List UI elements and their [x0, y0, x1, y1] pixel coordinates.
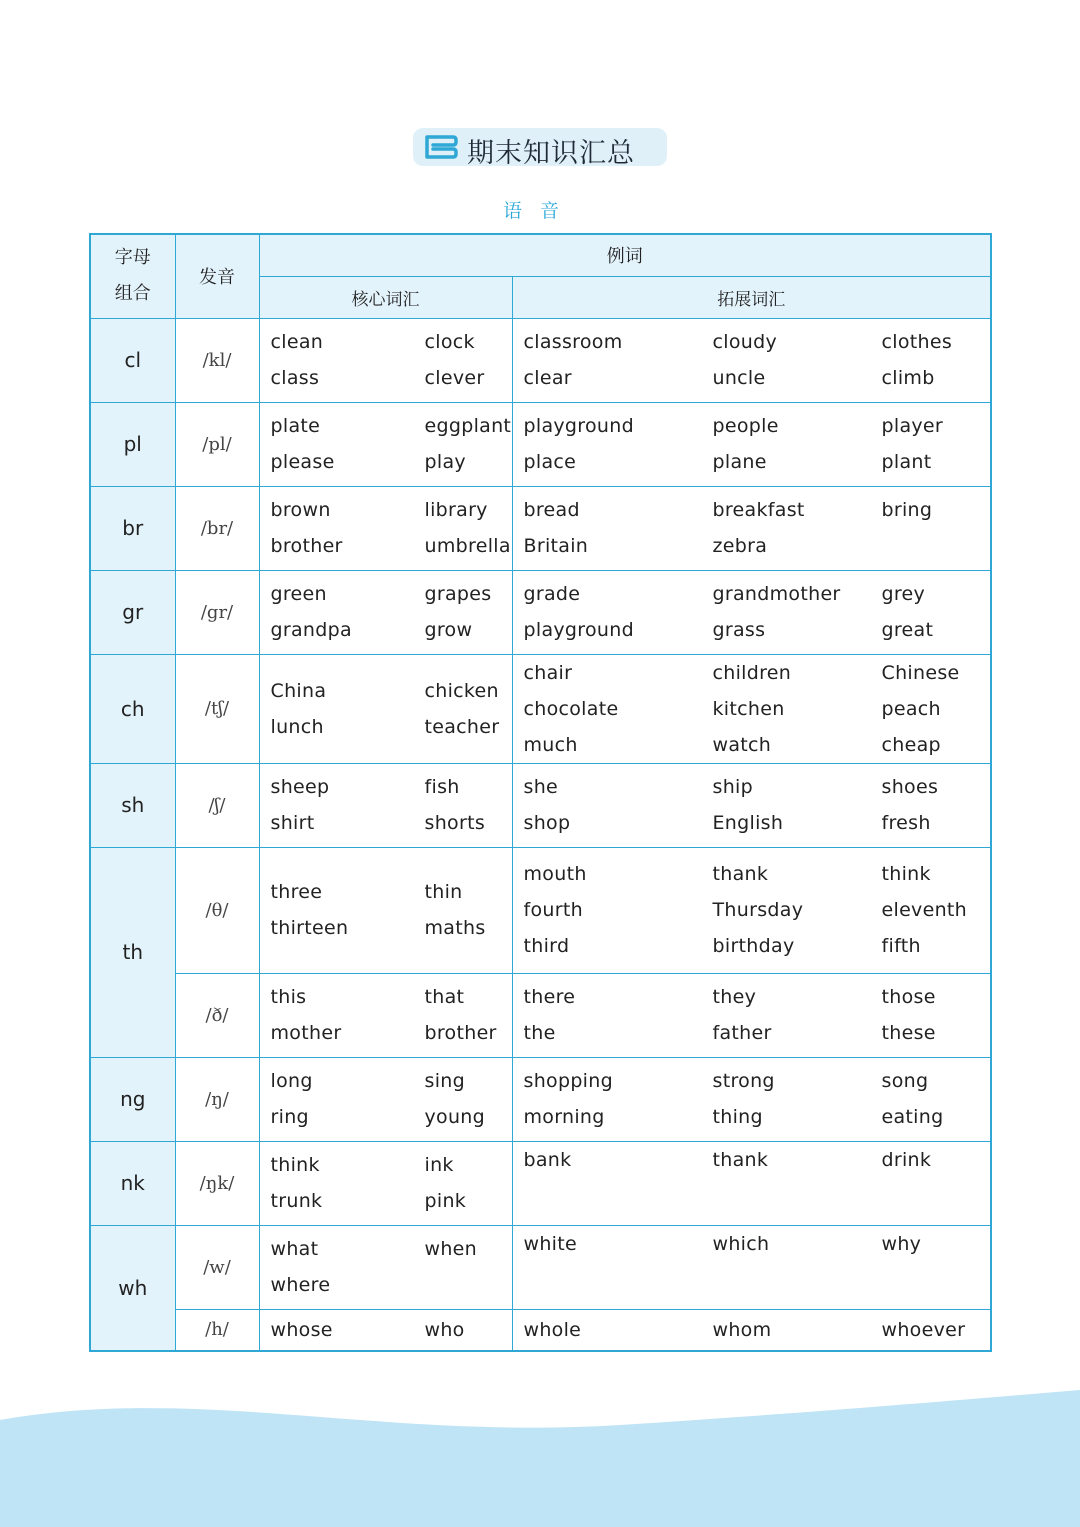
extended-word: zebra	[712, 535, 768, 557]
table-row	[90, 654, 991, 763]
core-words-cell	[259, 1309, 512, 1351]
extended-words-cell	[512, 654, 991, 763]
phonetic-cell: /w/	[175, 1225, 259, 1309]
core-word	[425, 1271, 512, 1299]
extended-word: grade	[523, 583, 581, 605]
phonetic-cell: /ð/	[175, 973, 259, 1057]
extended-word: fresh	[881, 812, 931, 834]
extended-word: people	[712, 415, 779, 437]
extended-word: which	[712, 1232, 770, 1255]
core-word: shorts	[424, 812, 486, 834]
core-word: maths	[424, 917, 486, 939]
table-row	[90, 973, 991, 1057]
extended-word: much	[523, 733, 578, 756]
extended-word: they	[712, 986, 757, 1008]
extended-word: Thursday	[712, 899, 804, 921]
header-examples: 例词	[259, 234, 991, 276]
core-word: this	[270, 986, 307, 1008]
extended-word: cheap	[881, 733, 941, 756]
phonetic-cell: /pl/	[175, 402, 259, 486]
extended-word: shop	[523, 812, 571, 834]
phonetic-cell: /ŋ/	[175, 1057, 259, 1141]
core-word: clock	[424, 331, 475, 353]
core-word: long	[270, 1070, 313, 1092]
extended-word: birthday	[712, 935, 795, 957]
core-word: chicken	[424, 679, 499, 702]
core-word: brown	[270, 499, 331, 521]
extended-word: song	[881, 1070, 929, 1092]
section-subtitle: 语音	[502, 200, 577, 222]
extended-word: bank	[523, 1148, 572, 1171]
extended-word: peach	[881, 697, 941, 720]
extended-words-cell	[512, 1309, 991, 1351]
extended-word: bring	[881, 499, 933, 521]
combo-cell: br	[90, 486, 175, 570]
extended-word: chair	[523, 661, 573, 684]
phonetic-cell: /θ/	[175, 847, 259, 973]
header-letters-line2: 组合	[114, 283, 151, 305]
core-word: grapes	[424, 583, 492, 605]
table-row	[90, 1057, 991, 1141]
core-word: think	[270, 1154, 320, 1176]
extended-word	[882, 532, 991, 560]
page-title: 期末知识汇总	[467, 138, 635, 169]
extended-word: eleventh	[881, 899, 968, 921]
extended-word: fifth	[881, 935, 921, 957]
extended-word: watch	[712, 733, 772, 756]
core-word: brother	[424, 1022, 497, 1044]
phonetic-cell: /ŋk/	[175, 1141, 259, 1225]
extended-word: playground	[523, 619, 634, 641]
table-row	[90, 570, 991, 654]
core-word: clever	[424, 367, 485, 389]
book-logo-icon	[423, 133, 459, 161]
extended-word: player	[881, 415, 944, 437]
table-row	[90, 1141, 991, 1225]
extended-word: Britain	[523, 535, 589, 557]
core-words-cell	[259, 1141, 512, 1225]
extended-words-cell	[512, 318, 991, 402]
core-word: pink	[424, 1190, 467, 1212]
extended-word: children	[712, 661, 792, 684]
table-row	[90, 763, 991, 847]
extended-word: she	[523, 776, 559, 798]
core-word: sing	[424, 1070, 465, 1092]
phonics-table	[89, 233, 992, 1352]
core-word: trunk	[270, 1190, 323, 1212]
extended-word: clothes	[881, 331, 953, 353]
page-title-banner	[413, 128, 667, 169]
core-words-cell	[259, 486, 512, 570]
extended-word: English	[712, 812, 784, 834]
extended-word: plant	[881, 451, 932, 473]
core-word: sheep	[270, 776, 330, 798]
core-word: China	[270, 679, 327, 702]
core-words-cell	[259, 318, 512, 402]
extended-words-cell	[512, 973, 991, 1057]
phonetic-cell: /br/	[175, 486, 259, 570]
extended-words-cell	[512, 847, 991, 973]
extended-word: whoever	[881, 1318, 966, 1341]
extended-word: grandmother	[712, 583, 841, 605]
core-word: green	[270, 583, 327, 605]
core-words-cell	[259, 1225, 512, 1309]
extended-word: kitchen	[712, 697, 785, 720]
core-word: class	[270, 367, 320, 389]
extended-word: mouth	[523, 863, 587, 885]
extended-word: bread	[523, 499, 580, 521]
extended-word: plane	[712, 451, 767, 473]
background-wave	[0, 1380, 1080, 1527]
extended-words-cell	[512, 763, 991, 847]
extended-word: those	[881, 986, 936, 1008]
core-word: ink	[424, 1154, 454, 1176]
core-word: umbrella	[424, 535, 511, 557]
table-row	[90, 318, 991, 402]
core-word: eggplant	[424, 415, 512, 437]
core-word: thirteen	[270, 917, 349, 939]
extended-words-cell	[512, 1225, 991, 1309]
core-word: lunch	[270, 715, 324, 738]
extended-word: strong	[712, 1070, 775, 1092]
extended-word: the	[523, 1022, 556, 1044]
extended-word: thing	[712, 1106, 763, 1128]
core-word: who	[424, 1318, 465, 1341]
extended-word: great	[881, 619, 934, 641]
extended-words-cell	[512, 1057, 991, 1141]
core-word: mother	[270, 1022, 342, 1044]
extended-words-cell	[512, 570, 991, 654]
phonetic-cell: /gr/	[175, 570, 259, 654]
core-words-cell	[259, 570, 512, 654]
core-word: where	[270, 1274, 331, 1296]
header-letters	[90, 234, 175, 318]
header-extended: 拓展词汇	[512, 276, 991, 318]
core-word: brother	[270, 535, 343, 557]
extended-word: whole	[523, 1318, 582, 1341]
combo-cell: ch	[90, 654, 175, 763]
header-pronunciation: 发音	[175, 234, 259, 318]
core-word: grow	[424, 619, 473, 641]
core-word: grandpa	[270, 619, 352, 641]
extended-word: white	[523, 1232, 577, 1255]
extended-word: classroom	[523, 331, 623, 353]
extended-word: clear	[523, 367, 572, 389]
core-words-cell	[259, 402, 512, 486]
extended-word: drink	[881, 1148, 932, 1171]
extended-words-cell	[512, 402, 991, 486]
core-word: when	[424, 1238, 478, 1260]
core-word: plate	[270, 415, 321, 437]
extended-word: grey	[881, 583, 926, 605]
extended-words-cell	[512, 486, 991, 570]
core-word: whose	[270, 1318, 333, 1341]
extended-word: these	[881, 1022, 936, 1044]
combo-cell: wh	[90, 1225, 175, 1351]
core-word: shirt	[270, 812, 315, 834]
extended-word: think	[881, 863, 931, 885]
extended-word: climb	[881, 367, 935, 389]
combo-cell: cl	[90, 318, 175, 402]
core-word: what	[270, 1238, 319, 1260]
combo-cell: pl	[90, 402, 175, 486]
core-word: thin	[424, 881, 463, 903]
extended-word: eating	[881, 1106, 944, 1128]
table-row	[90, 1225, 991, 1309]
extended-word: thank	[712, 863, 769, 885]
extended-word: thank	[712, 1148, 769, 1171]
extended-word: Chinese	[881, 661, 960, 684]
extended-word: there	[523, 986, 576, 1008]
extended-word: whom	[712, 1318, 772, 1341]
extended-word: fourth	[523, 899, 583, 921]
extended-word: why	[881, 1232, 922, 1255]
phonetic-cell: /kl/	[175, 318, 259, 402]
core-words-cell	[259, 763, 512, 847]
core-word: young	[424, 1106, 486, 1128]
extended-word: ship	[712, 776, 753, 798]
extended-word: chocolate	[523, 697, 619, 720]
extended-word: morning	[523, 1106, 605, 1128]
core-word: that	[424, 986, 465, 1008]
combo-cell: nk	[90, 1141, 175, 1225]
combo-cell: ng	[90, 1057, 175, 1141]
phonetic-cell: /ʃ/	[175, 763, 259, 847]
extended-words-cell	[512, 1141, 991, 1225]
extended-word: third	[523, 935, 570, 957]
extended-word: grass	[712, 619, 766, 641]
phonetic-cell: /tʃ/	[175, 654, 259, 763]
core-words-cell	[259, 654, 512, 763]
core-words-cell	[259, 847, 512, 973]
header-letters-line1: 字母	[114, 247, 151, 269]
core-word: library	[424, 499, 488, 521]
extended-word: uncle	[712, 367, 766, 389]
core-word: teacher	[424, 715, 500, 738]
extended-word: shopping	[523, 1070, 613, 1092]
core-word: clean	[270, 331, 324, 353]
table-row	[90, 1309, 991, 1351]
core-word: play	[424, 451, 466, 473]
core-word: fish	[424, 776, 460, 798]
extended-word: playground	[523, 415, 634, 437]
extended-word: place	[523, 451, 577, 473]
table-row	[90, 402, 991, 486]
core-word: three	[270, 881, 323, 903]
table-row	[90, 486, 991, 570]
core-word: please	[270, 451, 335, 473]
combo-cell: gr	[90, 570, 175, 654]
core-words-cell	[259, 973, 512, 1057]
combo-cell: th	[90, 847, 175, 1057]
extended-word: cloudy	[712, 331, 777, 353]
combo-cell: sh	[90, 763, 175, 847]
extended-word: father	[712, 1022, 772, 1044]
core-words-cell	[259, 1057, 512, 1141]
phonetic-cell: /h/	[175, 1309, 259, 1351]
extended-word: shoes	[881, 776, 939, 798]
header-core: 核心词汇	[259, 276, 512, 318]
extended-word: breakfast	[712, 499, 805, 521]
core-word: ring	[270, 1106, 309, 1128]
table-row	[90, 847, 991, 973]
